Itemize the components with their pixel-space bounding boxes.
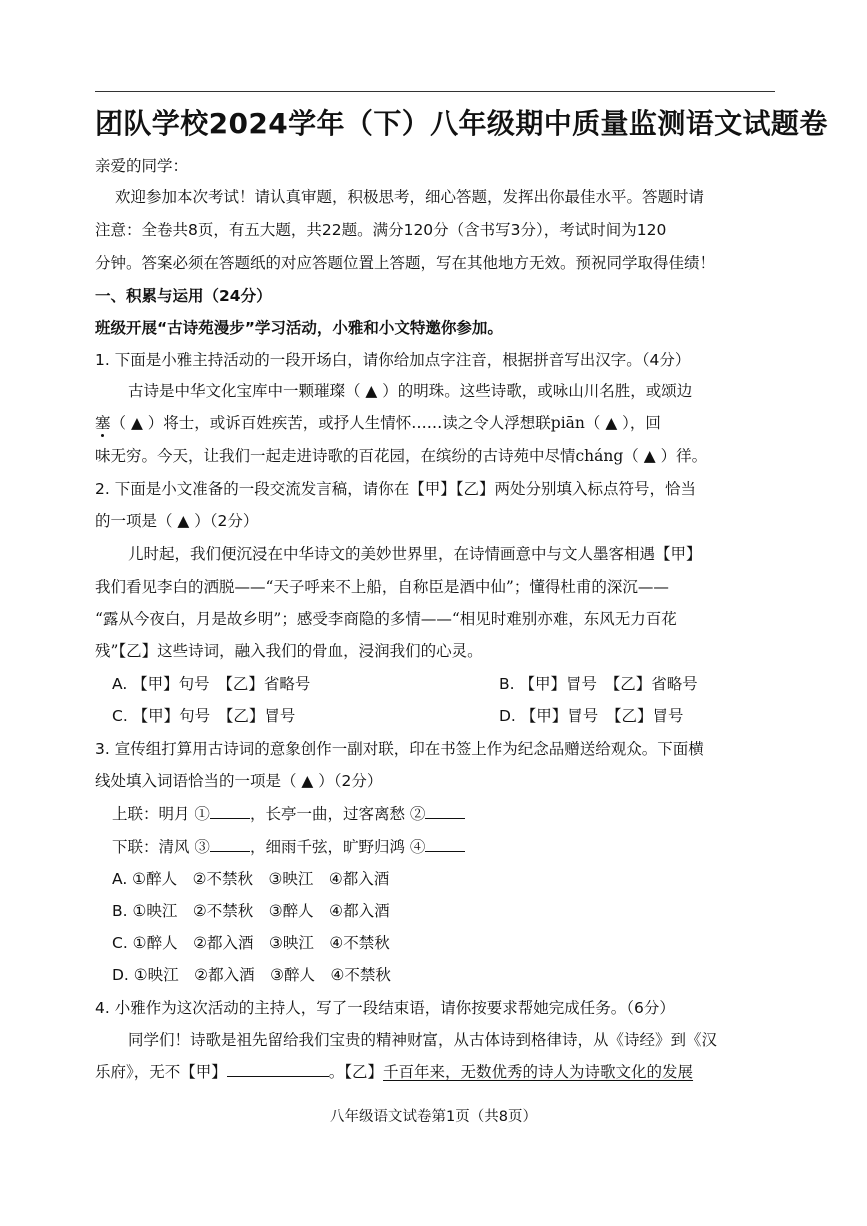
intro-line-1: 欢迎参加本次考试！请认真审题，积极思考，细心答题，发挥出你最佳水平。答题时请 (115, 188, 705, 206)
page-footer: 八年级语文试卷第1页（共8页） (330, 1109, 537, 1125)
q4-line-2-start: 乐府》，无不【甲】 (95, 1063, 227, 1081)
q2-passage-line-3: “露从今夜白，月是故乡明”；感受李商隐的多情——“相见时难别亦难，东风无力百花 (95, 610, 677, 628)
q4-passage-line-1: 同学们！诗歌是祖先留给我们宝贵的精神财富，从古体诗到格律诗，从《诗经》到《汉 (128, 1031, 718, 1049)
q3-lower-end: ，细雨千弦，旷野归鸿 ④ (249, 838, 426, 856)
header-rule (95, 91, 775, 92)
q3-blank-3 (210, 837, 250, 852)
q3-stem-line-1: 3. 宣传组打算用古诗词的意象创作一副对联，印在书签上作为纪念品赠送给观众。下面横 (95, 740, 704, 758)
intro-line-2: 注意：全卷共8页，有五大题，共22题。满分120分（含书写3分），考试时间为120 (95, 221, 667, 239)
q3-option-d: D. ①映江 ②都入酒 ③醉人 ④不禁秋 (112, 966, 391, 984)
q3-upper-end: ，长亭一曲，过客离愁 ② (249, 805, 426, 823)
q1-passage-line-1: 古诗是中华文化宝库中一颗璀璨（ ▲ ）的明珠。这些诗歌，或咏山川名胜，或颂边 (128, 382, 693, 400)
q3-option-b: B. ①映江 ②不禁秋 ③醉人 ④都入酒 (112, 902, 390, 920)
q1-passage-line-2-rest: （ ▲ ）将士，或诉百姓疾苦，或抒人生情怀……读之令人浮想联piān（ ▲ ），回 (110, 414, 661, 432)
q2-passage-line-1: 儿时起，我们便沉浸在中华诗文的美妙世界里，在诗情画意中与文人墨客相遇【甲】 (128, 545, 702, 563)
q2-option-a: A. 【甲】句号 【乙】省略号 (112, 675, 311, 693)
q4-passage-line-2 (95, 1062, 693, 1082)
q3-couplet-upper (112, 804, 465, 824)
q2-option-b: B. 【甲】冒号 【乙】省略号 (499, 675, 698, 693)
q1-dotted-char: 塞 (95, 414, 111, 432)
q3-blank-1 (210, 804, 250, 819)
q3-couplet-lower (112, 837, 465, 857)
q3-option-c: C. ①醉人 ②都入酒 ③映江 ④不禁秋 (112, 934, 390, 952)
intro-line-3: 分钟。答案必须在答题纸的对应答题位置上答题，写在其他地方无效。预祝同学取得佳绩！ (95, 254, 716, 272)
q3-blank-4 (425, 837, 465, 852)
q2-stem-line-1: 2. 下面是小文准备的一段交流发言稿，请你在【甲】【乙】两处分别填入标点符号，恰当 (95, 480, 696, 498)
q4-line-2-mid: 。【乙】 (328, 1063, 384, 1081)
activity-intro: 班级开展“古诗苑漫步”学习活动，小雅和小文特邀你参加。 (95, 319, 503, 337)
q1-stem: 1. 下面是小雅主持活动的一段开场白，请你给加点字注音，根据拼音写出汉字。（4分） (95, 351, 691, 369)
section-heading: 一、积累与运用（24分） (95, 287, 272, 305)
q3-lower-start: 下联：清风 ③ (112, 838, 210, 856)
q3-blank-2 (425, 804, 465, 819)
q3-upper-start: 上联：明月 ① (112, 805, 210, 823)
greeting: 亲爱的同学： (95, 157, 189, 175)
q2-option-c: C. 【甲】句号 【乙】冒号 (112, 707, 296, 725)
q2-stem-line-2: 的一项是（ ▲ ）（2分） (95, 512, 259, 530)
q4-underlined-sentence: 千百年来，无数优秀的诗人为诗歌文化的发展 (383, 1063, 694, 1081)
q2-passage-line-2: 我们看见李白的洒脱——“天子呼来不上船，自称臣是酒中仙”；懂得杜甫的深沉—— (95, 578, 669, 596)
q3-option-a: A. ①醉人 ②不禁秋 ③映江 ④都入酒 (112, 870, 390, 888)
q1-passage-line-3: 味无穷。今天，让我们一起走进诗歌的百花园，在缤纷的古诗苑中尽情cháng（ ▲ ）徉。 (95, 447, 708, 465)
q4-stem: 4. 小雅作为这次活动的主持人，写了一段结束语，请你按要求帮她完成任务。（6分） (95, 999, 675, 1017)
q1-passage-line-2 (95, 413, 661, 433)
q2-option-d: D. 【甲】冒号 【乙】冒号 (499, 707, 684, 725)
q4-blank-jia (227, 1062, 329, 1077)
page-title: 团队学校2024学年（下）八年级期中质量监测语文试题卷 (95, 107, 828, 140)
q3-stem-line-2: 线处填入词语恰当的一项是（ ▲ ）（2分） (95, 772, 383, 790)
q2-passage-line-4: 残”【乙】这些诗词，融入我们的骨血，浸润我们的心灵。 (95, 642, 483, 660)
